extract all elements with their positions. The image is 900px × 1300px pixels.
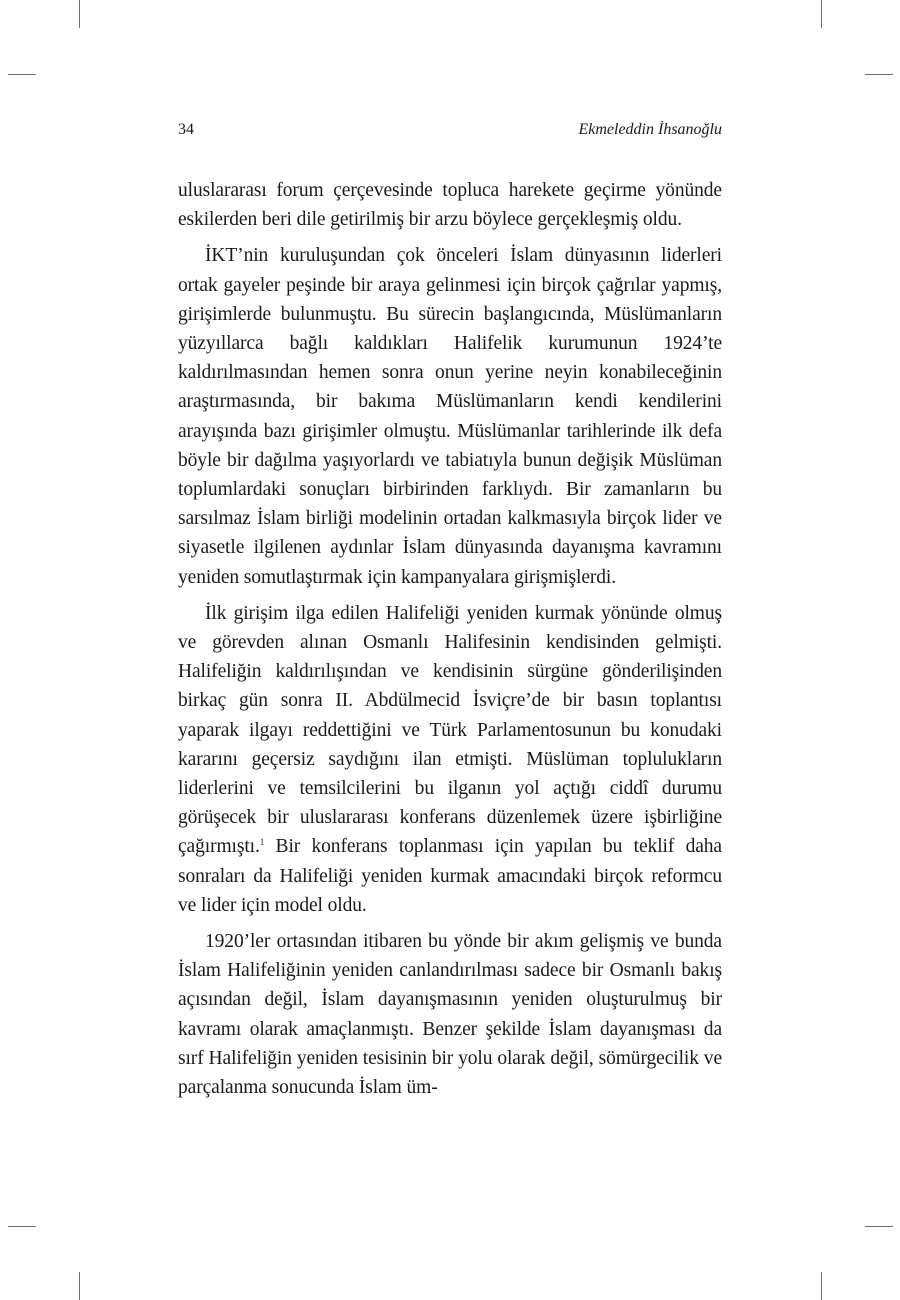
paragraph-3-continued: Bir konferans toplanması için yapılan bu teklif daha sonraları da Halifeliği yeniden kurmak amacındaki birçok reformcu ve lider için model oldu. (178, 836, 722, 916)
body-text (178, 176, 722, 1109)
crop-mark-left-upper (8, 74, 36, 75)
running-head: Ekmeleddin İhsanoğlu (578, 121, 722, 138)
paragraph-3-text: İlk girişim ilga edilen Halifeliği yeniden kurmak yönünde olmuş ve görevden alınan Osmanlı Halifesinin kendisinden gelmişti. Halifeliğin kaldırılışından ve kendisinin sürgüne gönderilişinden birkaç gün sonra II. Abdülmecid İsviçre’de bir basın toplantısı yaparak ilgayı reddettiğini ve Türk Parlamentosunun bu konudaki kararını geçersiz saydığını ilan etmişti. Müslüman toplulukların liderlerini ve temsilcilerini bu ilganın yol açtığı ciddî durumu görüşecek bir uluslararası konferans düzenlemek üzere işbirliğine çağırmıştı. (178, 602, 722, 858)
paragraph-4: 1920’ler ortasından itibaren bu yönde bir akım gelişmiş ve bunda İslam Halifeliğinin yeniden canlandırılması sadece bir Osmanlı bakış açısından değil, İslam dayanışmasının yeniden oluşturulmuş bir kavramı olarak amaçlanmıştı. Benzer şekilde İslam dayanışması da sırf Halifeliğin yeniden tesisinin bir yolu olarak değil, sömürgecilik ve parçalanma sonucunda İslam üm- (178, 931, 722, 1099)
crop-mark-left-lower (8, 1226, 36, 1227)
footnote-marker: 1 (259, 837, 265, 848)
crop-mark-right-lower (865, 1226, 893, 1227)
crop-mark-top-right (821, 0, 822, 28)
paragraph-3 (178, 599, 722, 920)
crop-mark-bottom-left (79, 1272, 80, 1300)
crop-mark-bottom-right (821, 1272, 822, 1300)
paragraph-2: İKT’nin kuruluşundan çok önceleri İslam dünyasının liderleri ortak gayeler peşinde bir araya gelinmesi için birçok çağrılar yapmış, girişimlerde bulunmuştu. Bu sürecin başlangıcında, Müslümanların yüzyıllarca bağlı kaldıkları Halifelik kurumunun 1924’te kaldırılmasından hemen sonra onun yerine neyin konabileceğinin araştırmasında, bir bakıma Müslümanların kendi kendilerini arayışında bazı girişimler olmuştu. Müslümanlar tarihlerinde ilk defa böyle bir dağılma yaşıyorlardı ve tabiatıyla bunun değişik Müslüman toplumlardaki sonuçları birbirinden farklıydı. Bir zamanların bu sarsılmaz İslam birliği modelinin ortadan kalkmasıyla birçok lider ve siyasetle ilgilenen aydınlar İslam dünyasında dayanışma kavramını yeniden somutlaştırmak için kampanyalara girişmişlerdi. (178, 245, 722, 588)
page-header (178, 121, 722, 145)
crop-mark-right-upper (865, 74, 893, 75)
paragraph-1: uluslararası forum çerçevesinde topluca harekete geçirme yönünde eskilerden beri dile getirilmiş bir arzu böylece gerçekleşmiş oldu. (178, 180, 722, 231)
crop-mark-top-left (79, 0, 80, 28)
page-number: 34 (178, 121, 194, 138)
